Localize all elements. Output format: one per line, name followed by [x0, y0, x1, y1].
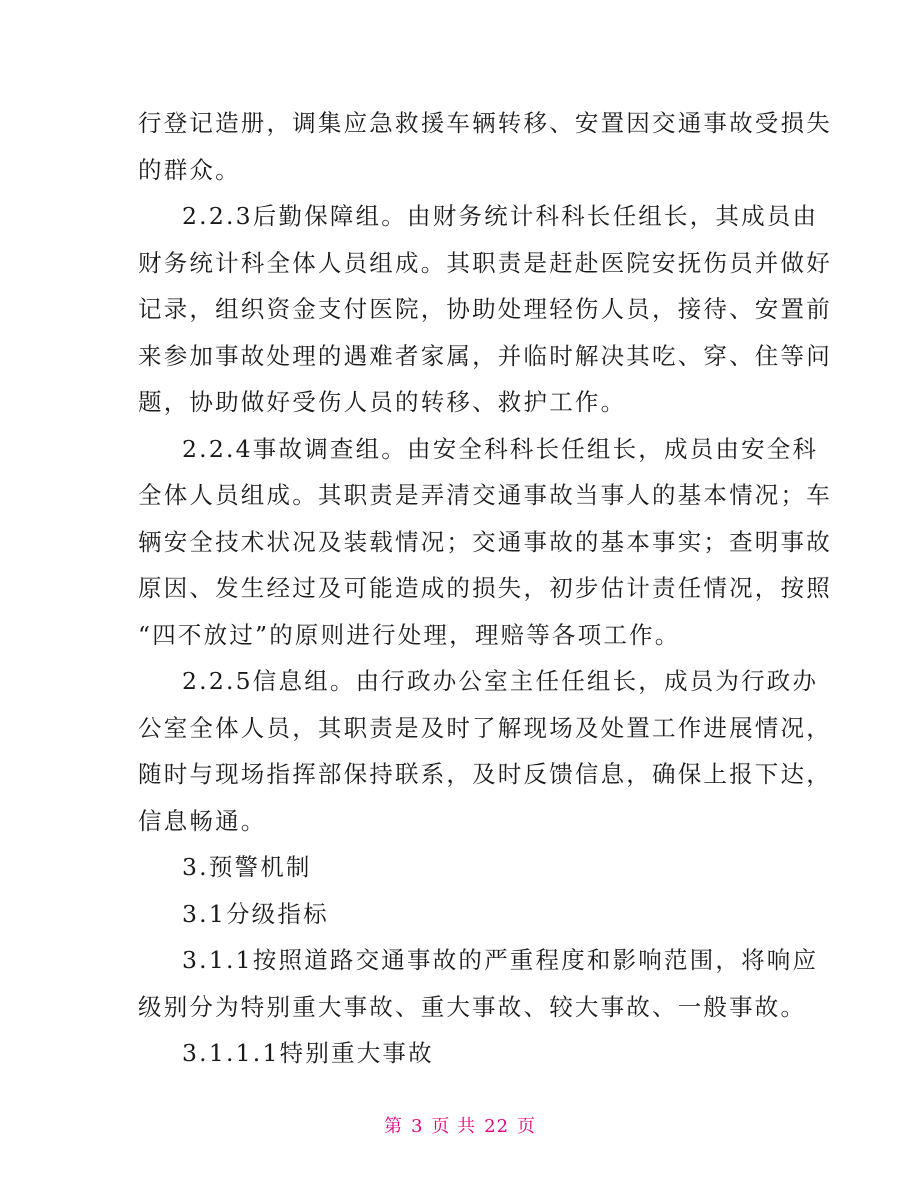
text-line: 行登记造册，调集应急救援车辆转移、安置因交通事故受损失 [138, 109, 832, 137]
page-label-suffix: 页 [517, 1116, 537, 1137]
text-line: 记录，组织资金支付医院，协助处理轻伤人员，接待、安置前 [138, 295, 832, 323]
text-line: 2.2.3后勤保障组。由财务统计科科长任组长，其成员由 [182, 202, 819, 230]
text-line: 财务统计科全体人员组成。其职责是赶赴医院安抚伤员并做好 [138, 248, 832, 277]
text-line: 随时与现场指挥部保持联系，及时反馈信息，确保上报下达， [138, 760, 832, 788]
text-line: 公室全体人员，其职责是及时了解现场及处置工作进展情况， [138, 713, 832, 742]
text-line: 题，协助做好受伤人员的转移、救护工作。 [138, 388, 627, 416]
current-page-number: 3 [410, 1116, 424, 1137]
page-label-mid: 页 共 [431, 1116, 477, 1137]
text-line: 3.1.1.1特别重大事故 [182, 1039, 434, 1067]
document-body [138, 100, 832, 1077]
text-line: 原因、发生经过及可能造成的损失，初步估计责任情况，按照 [138, 574, 832, 602]
text-line: 3.1.1按照道路交通事故的严重程度和影响范围，将响应 [182, 946, 819, 974]
text-line: 级别分为特别重大事故、重大事故、较大事故、一般事故。 [138, 992, 807, 1021]
text-line: 3.预警机制 [182, 853, 312, 881]
text-line: 信息畅通。 [138, 806, 267, 835]
page-footer [0, 1112, 920, 1138]
page-label-prefix: 第 [383, 1116, 403, 1137]
text-line: 全体人员组成。其职责是弄清交通事故当事人的基本情况；车 [138, 481, 832, 509]
document-text [138, 100, 832, 1077]
text-line: 2.2.4事故调查组。由安全科科长任组长，成员由安全科 [182, 434, 819, 463]
text-line: 辆安全技术状况及装载情况；交通事故的基本事实；查明事故 [138, 527, 832, 556]
text-line: 的群众。 [138, 155, 241, 184]
text-line: 2.2.5信息组。由行政办公室主任任组长，成员为行政办 [182, 667, 819, 695]
text-line: 3.1分级指标 [182, 899, 329, 928]
text-line: 来参加事故处理的遇难者家属，并临时解决其吃、穿、住等问 [138, 341, 832, 370]
text-line: “四不放过”的原则进行处理，理赔等各项工作。 [138, 620, 681, 649]
total-pages-number: 22 [484, 1116, 510, 1137]
